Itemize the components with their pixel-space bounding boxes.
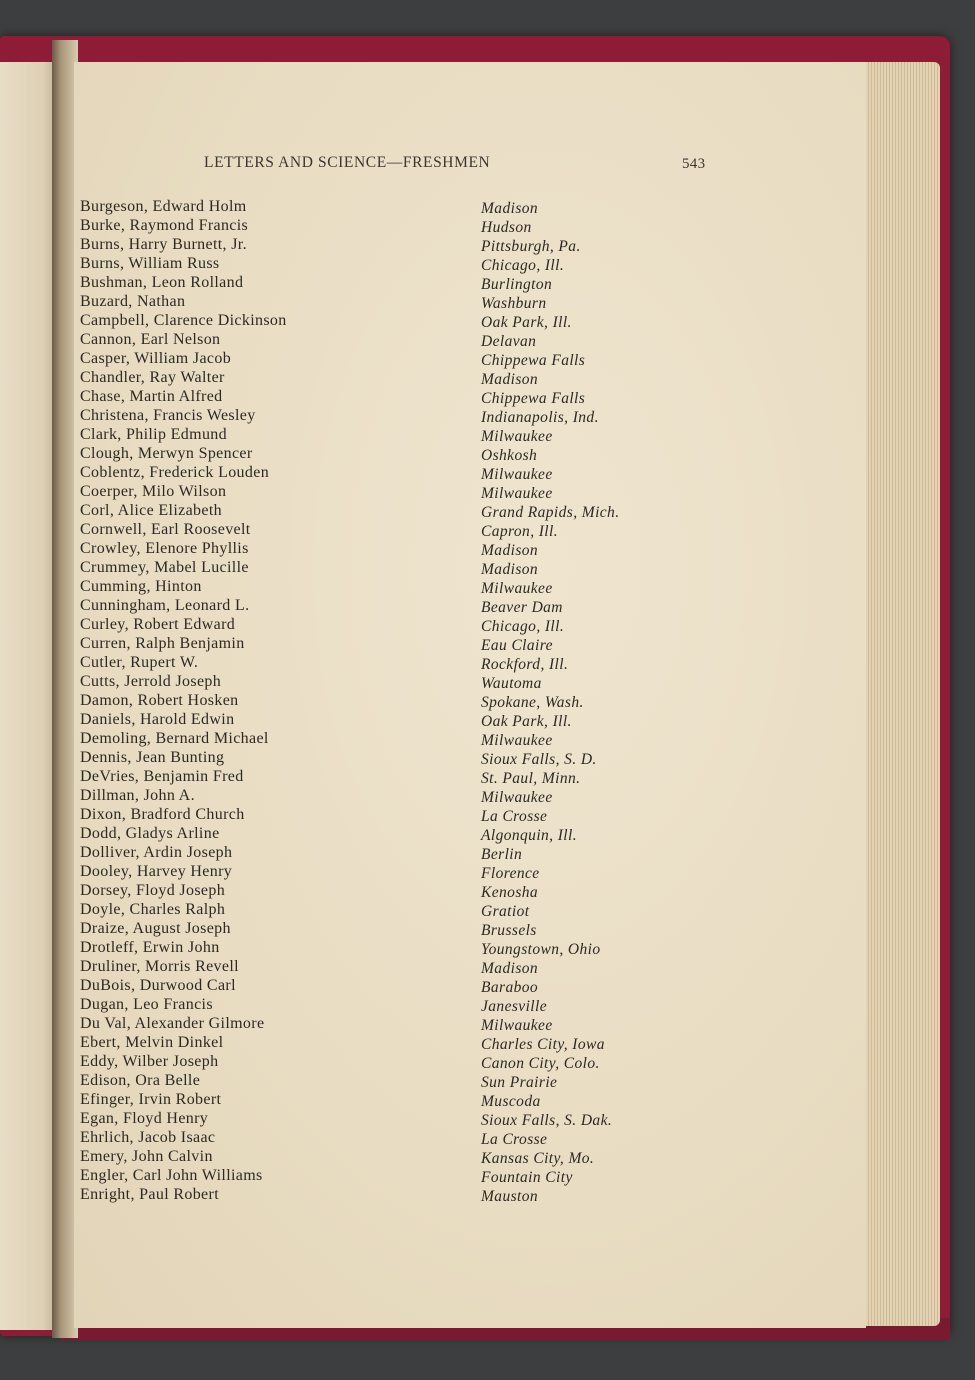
list-item xyxy=(80,692,760,711)
student-name: Clark, Philip Edmund xyxy=(80,426,227,443)
student-name: Cumming, Hinton xyxy=(80,578,202,595)
hometown: Indianapolis, Ind. xyxy=(481,409,599,426)
list-item xyxy=(80,958,760,977)
hometown: Grand Rapids, Mich. xyxy=(481,504,620,521)
student-name: Burgeson, Edward Holm xyxy=(80,198,247,215)
student-name: Egan, Floyd Henry xyxy=(80,1110,209,1127)
student-name: Burke, Raymond Francis xyxy=(80,217,249,234)
hometown: Washburn xyxy=(481,295,547,312)
hometown: Chicago, Ill. xyxy=(481,618,565,635)
list-item xyxy=(80,1053,760,1072)
list-item xyxy=(80,388,760,407)
hometown: Hudson xyxy=(481,219,532,236)
hometown: Eau Claire xyxy=(481,637,553,654)
list-item xyxy=(80,787,760,806)
hometown: Oak Park, Ill. xyxy=(481,713,572,730)
list-item xyxy=(80,673,760,692)
list-item xyxy=(80,578,760,597)
student-name: Druliner, Morris Revell xyxy=(80,958,239,975)
student-name: Christena, Francis Wesley xyxy=(80,407,256,424)
list-item xyxy=(80,1167,760,1186)
hometown: Beaver Dam xyxy=(481,599,563,616)
list-item xyxy=(80,236,760,255)
student-name: Curley, Robert Edward xyxy=(80,616,236,633)
student-name: Edison, Ora Belle xyxy=(80,1072,201,1089)
hometown: Chippewa Falls xyxy=(481,352,586,369)
student-name: Dooley, Harvey Henry xyxy=(80,863,233,880)
hometown: Brussels xyxy=(481,922,537,939)
hometown: Mauston xyxy=(481,1188,539,1205)
hometown: Youngstown, Ohio xyxy=(481,941,601,958)
list-item xyxy=(80,749,760,768)
student-name: Burns, Harry Burnett, Jr. xyxy=(80,236,247,253)
hometown: Madison xyxy=(481,960,539,977)
student-name: DuBois, Durwood Carl xyxy=(80,977,236,994)
student-name: Cannon, Earl Nelson xyxy=(80,331,221,348)
hometown: Muscoda xyxy=(481,1093,541,1110)
student-name: Coerper, Milo Wilson xyxy=(80,483,227,500)
hometown: Sioux Falls, S. D. xyxy=(481,751,597,768)
hometown: Baraboo xyxy=(481,979,539,996)
student-name: Ehrlich, Jacob Isaac xyxy=(80,1129,216,1146)
hometown: Janesville xyxy=(481,998,547,1015)
list-item xyxy=(80,616,760,635)
hometown: Sioux Falls, S. Dak. xyxy=(481,1112,613,1129)
list-item xyxy=(80,977,760,996)
hometown: Algonquin, Ill. xyxy=(481,827,577,844)
list-item xyxy=(80,939,760,958)
student-name: Curren, Ralph Benjamin xyxy=(80,635,245,652)
hometown: Charles City, Iowa xyxy=(481,1036,605,1053)
list-item xyxy=(80,711,760,730)
list-item xyxy=(80,255,760,274)
list-item xyxy=(80,806,760,825)
student-name: Crummey, Mabel Lucille xyxy=(80,559,249,576)
list-item xyxy=(80,274,760,293)
list-item xyxy=(80,312,760,331)
list-item xyxy=(80,635,760,654)
list-item xyxy=(80,654,760,673)
hometown: Milwaukee xyxy=(481,428,553,445)
list-item xyxy=(80,483,760,502)
student-name: Chandler, Ray Walter xyxy=(80,369,225,386)
student-name: Cunningham, Leonard L. xyxy=(80,597,250,614)
list-item xyxy=(80,1091,760,1110)
hometown: Kenosha xyxy=(481,884,539,901)
hometown: Pittsburgh, Pa. xyxy=(481,238,581,255)
student-name: Burns, William Russ xyxy=(80,255,220,272)
student-name: Corl, Alice Elizabeth xyxy=(80,502,222,519)
student-name: Casper, William Jacob xyxy=(80,350,232,367)
student-name: Bushman, Leon Rolland xyxy=(80,274,244,291)
hometown: Kansas City, Mo. xyxy=(481,1150,595,1167)
hometown: Berlin xyxy=(481,846,523,863)
student-name: Chase, Martin Alfred xyxy=(80,388,223,405)
hometown: Fountain City xyxy=(481,1169,573,1186)
student-name: Cutler, Rupert W. xyxy=(80,654,199,671)
hometown: Rockford, Ill. xyxy=(481,656,569,673)
list-item xyxy=(80,369,760,388)
list-item xyxy=(80,1148,760,1167)
student-name: Engler, Carl John Williams xyxy=(80,1167,263,1184)
list-item xyxy=(80,540,760,559)
student-name: Enright, Paul Robert xyxy=(80,1186,219,1203)
student-name: DeVries, Benjamin Fred xyxy=(80,768,244,785)
student-name: Campbell, Clarence Dickinson xyxy=(80,312,287,329)
list-item xyxy=(80,597,760,616)
student-name: Efinger, Irvin Robert xyxy=(80,1091,222,1108)
hometown: Spokane, Wash. xyxy=(481,694,584,711)
list-item xyxy=(80,198,760,217)
list-item xyxy=(80,559,760,578)
student-name: Dodd, Gladys Arline xyxy=(80,825,220,842)
hometown: Milwaukee xyxy=(481,789,553,806)
list-item xyxy=(80,996,760,1015)
student-name: Crowley, Elenore Phyllis xyxy=(80,540,249,557)
list-item xyxy=(80,1034,760,1053)
hometown: Milwaukee xyxy=(481,466,553,483)
list-item xyxy=(80,901,760,920)
list-item xyxy=(80,464,760,483)
page-number: 543 xyxy=(682,156,706,172)
student-name: Dugan, Leo Francis xyxy=(80,996,213,1013)
hometown: Oak Park, Ill. xyxy=(481,314,572,331)
list-item xyxy=(80,426,760,445)
student-name: Ebert, Melvin Dinkel xyxy=(80,1034,224,1051)
student-name: Dorsey, Floyd Joseph xyxy=(80,882,226,899)
hometown: Madison xyxy=(481,371,539,388)
list-item xyxy=(80,331,760,350)
student-name: Dennis, Jean Bunting xyxy=(80,749,225,766)
list-item xyxy=(80,445,760,464)
hometown: Milwaukee xyxy=(481,580,553,597)
list-item xyxy=(80,1072,760,1091)
list-item xyxy=(80,730,760,749)
page-header xyxy=(74,154,866,176)
hometown: St. Paul, Minn. xyxy=(481,770,581,787)
student-name: Demoling, Bernard Michael xyxy=(80,730,269,747)
list-item xyxy=(80,217,760,236)
student-name: Du Val, Alexander Gilmore xyxy=(80,1015,265,1032)
hometown: Sun Prairie xyxy=(481,1074,558,1091)
student-name: Coblentz, Frederick Louden xyxy=(80,464,270,481)
student-name: Cutts, Jerrold Joseph xyxy=(80,673,222,690)
student-name: Buzard, Nathan xyxy=(80,293,186,310)
hometown: Florence xyxy=(481,865,540,882)
list-item xyxy=(80,1015,760,1034)
hometown: Madison xyxy=(481,561,539,578)
student-list xyxy=(80,198,760,1205)
student-name: Dillman, John A. xyxy=(80,787,195,804)
hometown: Milwaukee xyxy=(481,732,553,749)
hometown: Milwaukee xyxy=(481,1017,553,1034)
list-item xyxy=(80,768,760,787)
student-name: Clough, Merwyn Spencer xyxy=(80,445,253,462)
list-item xyxy=(80,293,760,312)
hometown: Burlington xyxy=(481,276,553,293)
list-item xyxy=(80,920,760,939)
list-item xyxy=(80,882,760,901)
hometown: La Crosse xyxy=(481,808,548,825)
student-name: Doyle, Charles Ralph xyxy=(80,901,226,918)
student-name: Damon, Robert Hosken xyxy=(80,692,239,709)
page-edges xyxy=(860,62,940,1326)
student-name: Dolliver, Ardin Joseph xyxy=(80,844,233,861)
list-item xyxy=(80,863,760,882)
student-name: Daniels, Harold Edwin xyxy=(80,711,235,728)
list-item xyxy=(80,1110,760,1129)
hometown: Wautoma xyxy=(481,675,542,692)
list-item xyxy=(80,825,760,844)
hometown: Madison xyxy=(481,200,539,217)
student-name: Draize, August Joseph xyxy=(80,920,231,937)
hometown: Madison xyxy=(481,542,539,559)
hometown: Delavan xyxy=(481,333,537,350)
list-item xyxy=(80,1186,760,1205)
hometown: Gratiot xyxy=(481,903,530,920)
list-item xyxy=(80,350,760,369)
hometown: Milwaukee xyxy=(481,485,553,502)
list-item xyxy=(80,521,760,540)
hometown: Chippewa Falls xyxy=(481,390,586,407)
list-item xyxy=(80,844,760,863)
hometown: Capron, Ill. xyxy=(481,523,558,540)
hometown: Canon City, Colo. xyxy=(481,1055,600,1072)
student-name: Emery, John Calvin xyxy=(80,1148,213,1165)
book-page xyxy=(74,62,866,1328)
student-name: Eddy, Wilber Joseph xyxy=(80,1053,219,1070)
hometown: La Crosse xyxy=(481,1131,548,1148)
student-name: Cornwell, Earl Roosevelt xyxy=(80,521,251,538)
hometown: Oshkosh xyxy=(481,447,538,464)
running-title: LETTERS AND SCIENCE—FRESHMEN xyxy=(204,154,491,171)
list-item xyxy=(80,1129,760,1148)
list-item xyxy=(80,407,760,426)
hometown: Chicago, Ill. xyxy=(481,257,565,274)
student-name: Dixon, Bradford Church xyxy=(80,806,245,823)
student-name: Drotleff, Erwin John xyxy=(80,939,220,956)
list-item xyxy=(80,502,760,521)
